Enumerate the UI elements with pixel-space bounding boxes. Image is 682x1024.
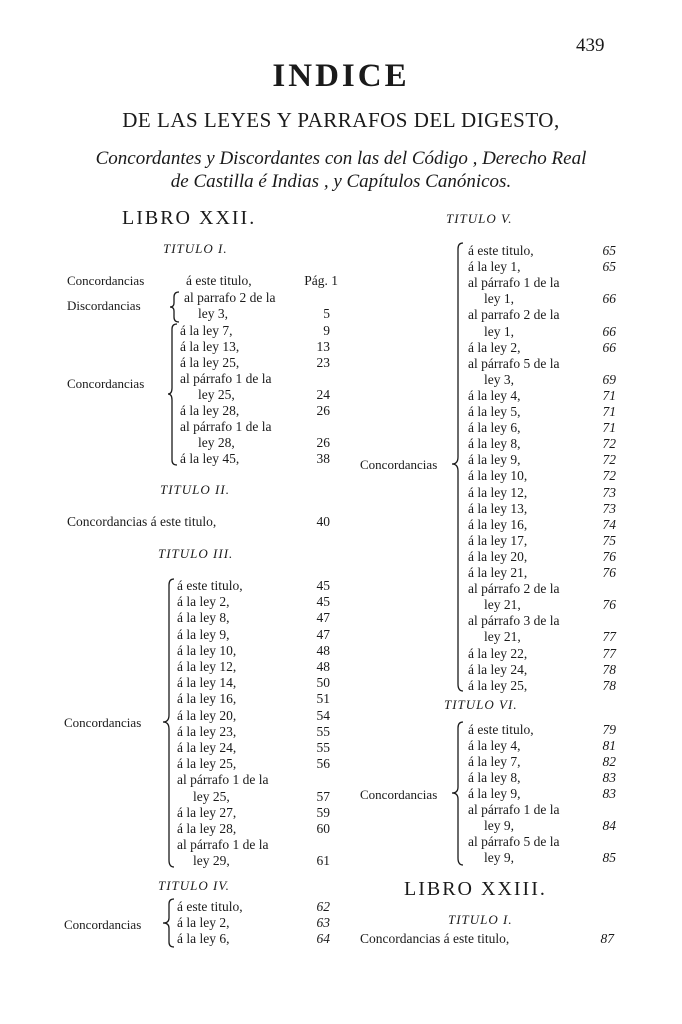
entry-page: 71 <box>602 404 616 419</box>
entry-text: á la ley 5, <box>468 404 521 419</box>
entry-page: 76 <box>602 565 616 580</box>
entry-page: 84 <box>602 818 616 833</box>
entry-text: Concordancias á este titulo, <box>67 514 217 529</box>
entry-page: 78 <box>602 661 616 677</box>
entry-page: 26 <box>316 435 330 450</box>
entry-page: 77 <box>602 629 616 645</box>
entry-page: 59 <box>316 804 330 820</box>
entry-text: á la ley 24, <box>468 661 528 677</box>
entry-page: 72 <box>602 468 616 484</box>
entry-text: á la ley 12, <box>468 484 528 500</box>
entry-page: 9 <box>323 323 330 338</box>
titulo-vi-heading: TITULO VI. <box>444 697 518 712</box>
entry-text: á la ley 12, <box>177 659 237 674</box>
entry-text: á la ley 27, <box>177 804 237 820</box>
entry-text: al párrafo 1 de la <box>177 772 269 788</box>
entry-text: á la ley 2, <box>177 915 230 930</box>
entry-text: al párrafo 2 de la <box>468 581 560 597</box>
entry-page: 45 <box>316 594 330 610</box>
entry-text: á la ley 13, <box>468 500 528 516</box>
entry-text: á la ley 4, <box>468 738 521 753</box>
entry-text: á este titulo, <box>468 243 534 258</box>
concordancias-label: Concordancias <box>360 457 438 472</box>
titulo-v-heading: TITULO V. <box>446 211 513 226</box>
entry-page: 54 <box>316 707 330 723</box>
entry-text: ley 1, <box>484 291 514 307</box>
entry-text: á la ley 6, <box>177 931 230 946</box>
entry-text: á la ley 45, <box>180 451 240 466</box>
entry-page: 65 <box>602 243 616 258</box>
entry-page: 56 <box>316 756 330 772</box>
entry-page: 78 <box>602 677 616 693</box>
entry-text: á la ley 21, <box>468 565 528 580</box>
entry-text: ley 28, <box>198 435 235 450</box>
entry-page: 64 <box>316 931 330 946</box>
entry-page: 60 <box>316 821 330 836</box>
entry-text: al párrafo 1 de la <box>177 837 269 853</box>
entry-text: á la ley 22, <box>468 645 528 661</box>
entry-page: 65 <box>602 259 616 275</box>
entry-page: 74 <box>602 516 616 532</box>
entry-text: á la ley 9, <box>468 786 521 801</box>
entry-page: 24 <box>316 387 330 402</box>
entry-page: 66 <box>602 291 616 307</box>
brace-concordancias <box>452 242 464 692</box>
page-title: INDICE <box>272 58 410 94</box>
entry-text: á la ley 7, <box>468 754 521 769</box>
entry-text: á este titulo, <box>177 899 243 914</box>
entry-page: 47 <box>316 626 330 642</box>
entry-page: 48 <box>316 659 330 674</box>
entry-page: Pág. 1 <box>304 273 338 288</box>
entry-page: 61 <box>316 853 330 869</box>
entry-text: ley 1, <box>484 323 514 339</box>
entry-text: á la ley 10, <box>468 468 528 484</box>
titulo-ii-heading: TITULO II. <box>160 482 230 497</box>
entry-page: 55 <box>316 740 330 755</box>
entry-text: á la ley 4, <box>468 387 521 403</box>
entry-page: 83 <box>602 770 616 785</box>
titulo-iv-heading: TITULO IV. <box>158 878 230 893</box>
entry-text: al párrafo 1 de la <box>180 371 272 386</box>
entry-page: 55 <box>316 723 330 739</box>
entry-text: á la ley 2, <box>177 594 230 610</box>
titulo-iii-heading: TITULO III. <box>158 546 234 561</box>
entry-text: á este titulo, <box>177 578 243 593</box>
libro-xxii-heading: LIBRO XXII. <box>122 207 257 229</box>
entry-page: 87 <box>600 931 614 946</box>
entry-page: 73 <box>602 484 616 500</box>
entry-text: ley 21, <box>484 597 521 613</box>
entry-page: 47 <box>316 610 330 626</box>
entry-text: á la ley 7, <box>180 323 233 338</box>
titulo-i-heading: TITULO I. <box>448 912 513 927</box>
entry-page: 26 <box>316 403 330 418</box>
entry-page: 81 <box>602 738 616 753</box>
entry-text: á la ley 25, <box>177 756 237 772</box>
entry-text: ley 3, <box>198 306 228 321</box>
entry-text: al párrafo 1 de la <box>468 275 560 291</box>
entry-page: 51 <box>316 691 330 707</box>
entry-text: ley 21, <box>484 629 521 645</box>
entry-text: ley 9, <box>484 850 514 865</box>
entry-page: 69 <box>602 371 616 387</box>
entry-page: 72 <box>602 436 616 452</box>
entry-page: 13 <box>316 339 330 354</box>
entry-page: 76 <box>602 548 616 564</box>
entry-page: 50 <box>316 675 330 691</box>
brace-concordancias <box>163 898 175 948</box>
entry-text: á la ley 8, <box>468 436 521 452</box>
concordancias-label: Concordancias <box>67 376 145 391</box>
entry-text: á la ley 6, <box>468 420 521 436</box>
entry-text: al párrafo 5 de la <box>468 355 560 371</box>
entry-page: 23 <box>316 355 330 370</box>
entry-page: 82 <box>602 754 616 769</box>
entry-text: á la ley 23, <box>177 723 237 739</box>
entry-text: á la ley 16, <box>468 516 528 532</box>
entry-text: ley 9, <box>484 818 514 833</box>
entry-page: 45 <box>316 578 330 593</box>
entry-text: á la ley 10, <box>177 642 237 658</box>
brace-concordancias <box>168 323 178 466</box>
entry-text: á la ley 24, <box>177 740 237 755</box>
entry-page: 77 <box>602 645 616 661</box>
concordancias-label: Concordancias <box>360 787 438 802</box>
brace-discordancias <box>170 291 180 323</box>
titulo-i-heading: TITULO I. <box>163 241 228 256</box>
entry-text: ley 25, <box>193 788 230 804</box>
entry-text: á la ley 2, <box>468 339 521 355</box>
brace-concordancias <box>452 721 464 866</box>
entry-page: 48 <box>316 642 330 658</box>
entry-page: 38 <box>316 451 330 466</box>
entry-text: á la ley 16, <box>177 691 237 707</box>
concordancias-label: Concordancias <box>64 715 142 730</box>
concordancias-label: Concordancias <box>67 273 145 288</box>
entry-text: al párrafo 5 de la <box>468 834 560 849</box>
entry-text: á este titulo, <box>468 722 534 737</box>
entry-text: á la ley 25, <box>180 355 240 370</box>
entry-text: á la ley 9, <box>468 452 521 468</box>
entry-text: á la ley 17, <box>468 532 528 548</box>
entry-page: 57 <box>316 788 330 804</box>
concordancias-label: Concordancias <box>64 917 142 932</box>
entry-text: á la ley 14, <box>177 675 237 691</box>
entry-text: á la ley 8, <box>468 770 521 785</box>
entry-page: 40 <box>316 514 330 529</box>
entry-page: 73 <box>602 500 616 516</box>
entry-page: 72 <box>602 452 616 468</box>
entry-page: 66 <box>602 339 616 355</box>
entry-text: á la ley 13, <box>180 339 240 354</box>
discordancias-label: Discordancias <box>67 298 141 313</box>
intro-line-2: de Castilla é Indias , y Capítulos Canónicos. <box>170 171 512 192</box>
entry-text: á la ley 20, <box>177 707 237 723</box>
entry-page: 75 <box>602 532 616 548</box>
entry-text: ley 3, <box>484 371 514 387</box>
entry-text: ley 29, <box>193 853 230 869</box>
entry-text: al párrafo 1 de la <box>180 419 272 434</box>
entry-text: al parrafo 2 de la <box>184 290 276 305</box>
entry-page: 83 <box>602 786 616 801</box>
brace-concordancias <box>163 578 175 868</box>
entry-text: á la ley 28, <box>177 821 237 836</box>
entry-page: 79 <box>602 722 616 737</box>
entry-page: 71 <box>602 420 616 436</box>
entry-text: al parrafo 2 de la <box>468 307 560 323</box>
entry-text: á la ley 9, <box>177 626 230 642</box>
page-subtitle: DE LAS LEYES Y PARRAFOS DEL DIGESTO, <box>122 108 560 132</box>
page-number: 439 <box>576 35 605 56</box>
libro-xxiii-heading: LIBRO XXIII. <box>404 878 547 900</box>
entry-text: á la ley 28, <box>180 403 240 418</box>
entry-page: 76 <box>602 597 616 613</box>
entry-page: 5 <box>323 306 330 321</box>
entry-text: al párrafo 1 de la <box>468 802 560 817</box>
entry-text: á la ley 20, <box>468 548 528 564</box>
entry-text: ley 25, <box>198 387 235 402</box>
entry-page: 71 <box>602 387 616 403</box>
entry-text: Concordancias á este titulo, <box>360 931 510 946</box>
entry-text: á la ley 1, <box>468 259 521 275</box>
entry-text: al párrafo 3 de la <box>468 613 560 629</box>
entry-page: 62 <box>316 899 330 914</box>
entry-text: á la ley 25, <box>468 677 528 693</box>
entry-page: 63 <box>316 915 330 930</box>
entry-text: á este titulo, <box>186 273 252 288</box>
entry-page: 66 <box>602 323 616 339</box>
entry-text: á la ley 8, <box>177 610 230 626</box>
intro-line-1: Concordantes y Discordantes con las del Código , Derecho Real <box>95 148 587 169</box>
entry-page: 85 <box>602 850 616 865</box>
